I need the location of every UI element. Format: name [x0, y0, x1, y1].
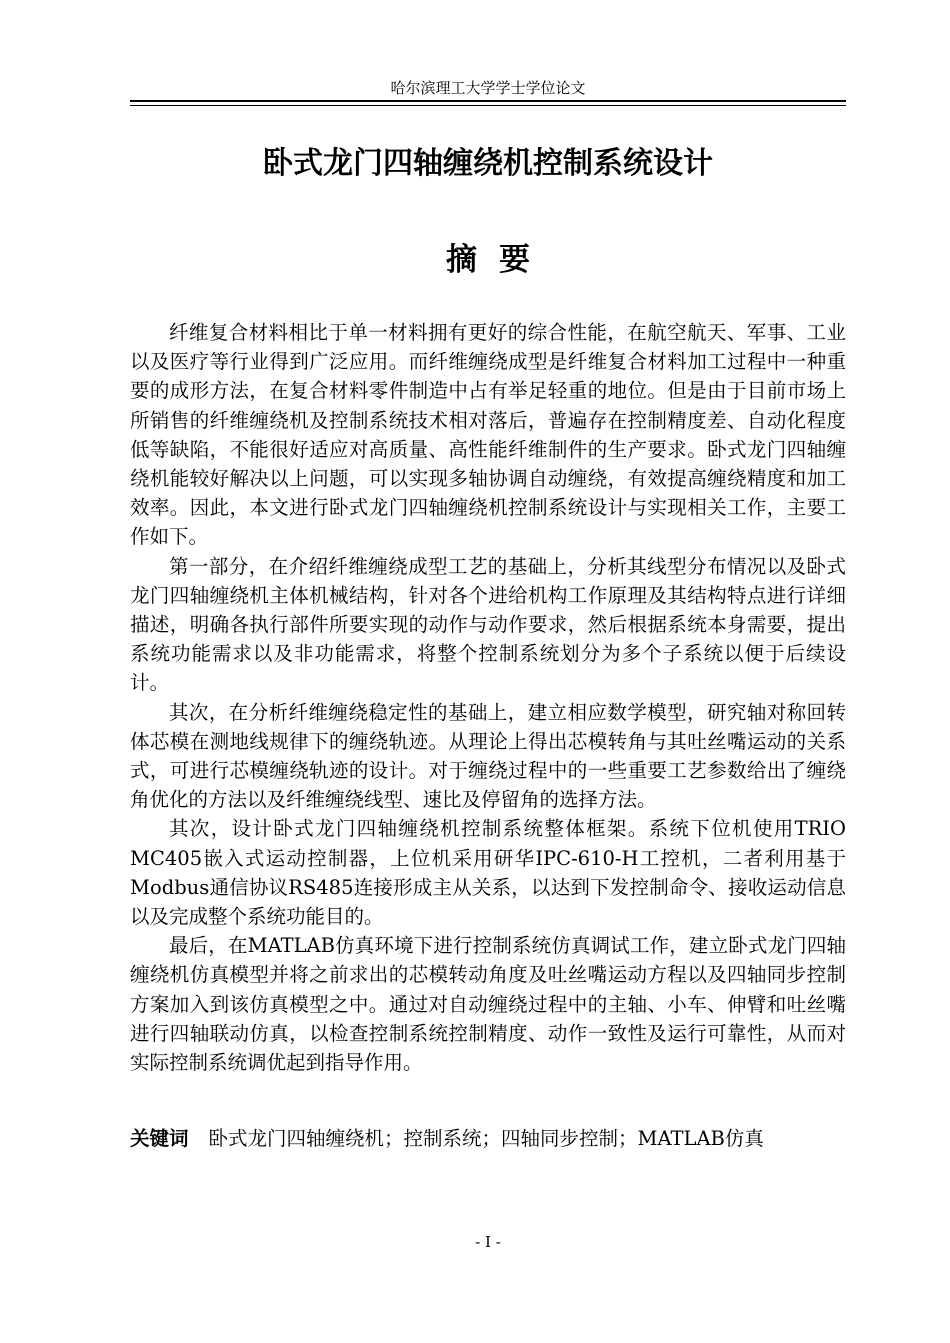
keywords-line [130, 1124, 846, 1153]
header-rule-thick [130, 100, 846, 102]
abstract-paragraph: 第一部分，在介绍纤维缠绕成型工艺的基础上，分析其线型分布情况以及卧式龙门四轴缠绕机主体机械结构，针对各个进给机构工作原理及其结构特点进行详细描述，明确各执行部件所要实现的动作与动作要求，然后根据系统本身需要，提出系统功能需求以及非功能需求，将整个控制系统划分为多个子系统以便于后续设计。 [130, 554, 846, 695]
paper-title: 卧式龙门四轴缠绕机控制系统设计 [263, 146, 713, 181]
abstract-heading: 摘要 [446, 242, 552, 278]
keywords-label: 关键词 [130, 1127, 189, 1150]
abstract-paragraph: 最后，在MATLAB仿真环境下进行控制系统仿真调试工作，建立卧式龙门四轴缠绕机仿真模型并将之前求出的芯模转动角度及吐丝嘴运动方程以及四轴同步控制方案加入到该仿真模型之中。通过对自动缠绕过程中的主轴、小车、伸臂和吐丝嘴进行四轴联动仿真，以检查控制系统控制精度、动作一致性及运行可靠性，从而对实际控制系统调优起到指导作用。 [130, 934, 846, 1075]
running-header: 哈尔滨理工大学学士学位论文 [390, 79, 586, 97]
page-number: - I - [475, 1233, 501, 1251]
abstract-paragraph: 其次，设计卧式龙门四轴缠绕机控制系统整体框架。系统下位机使用TRIO MC405嵌入式运动控制器，上位机采用研华IPC-610-H工控机，二者利用基于Modbus通信协议RS485连接形成主从关系，以达到下发控制命令、接收运动信息以及完成整个系统功能目的。 [130, 817, 846, 929]
header-rule-thin [130, 105, 846, 106]
abstract-paragraph: 其次，在分析纤维缠绕稳定性的基础上，建立相应数学模型，研究轴对称回转体芯模在测地线规律下的缠绕轨迹。从理论上得出芯模转角与其吐丝嘴运动的关系式，可进行芯模缠绕轨迹的设计。对于缠绕过程中的一些重要工艺参数给出了缠绕角优化的方法以及纤维缠绕线型、速比及停留角的选择方法。 [130, 700, 846, 812]
keywords-text: 卧式龙门四轴缠绕机；控制系统；四轴同步控制；MATLAB仿真 [208, 1127, 764, 1150]
abstract-paragraph: 纤维复合材料相比于单一材料拥有更好的综合性能，在航空航天、军事、工业以及医疗等行业得到广泛应用。而纤维缠绕成型是纤维复合材料加工过程中一种重要的成形方法，在复合材料零件制造中占有举足轻重的地位。但是由于目前市场上所销售的纤维缠绕机及控制系统技术相对落后，普遍存在控制精度差、自动化程度低等缺陷，不能很好适应对高质量、高性能纤维制件的生产要求。卧式龙门四轴缠绕机能较好解决以上问题，可以实现多轴协调自动缠绕，有效提高缠绕精度和加工效率。因此，本文进行卧式龙门四轴缠绕机控制系统设计与实现相关工作，主要工作如下。 [130, 321, 846, 549]
abstract-body [130, 318, 846, 1077]
